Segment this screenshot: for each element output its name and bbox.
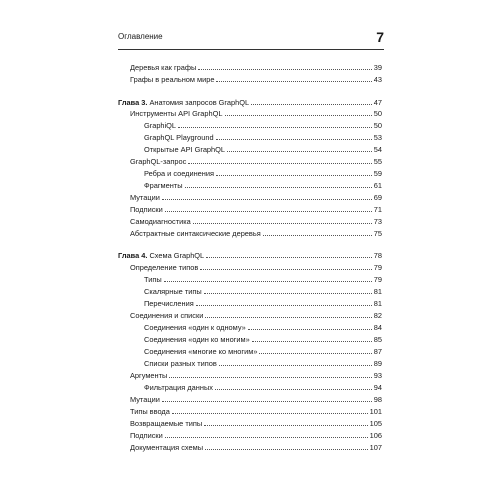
toc-page-number: 61 bbox=[373, 181, 382, 190]
toc-entry bbox=[130, 308, 382, 320]
toc-entry-title bbox=[130, 109, 223, 118]
dot-leader bbox=[205, 449, 368, 450]
toc-entry-title bbox=[130, 431, 163, 440]
toc-entry bbox=[144, 332, 382, 344]
toc-entry bbox=[130, 368, 382, 380]
toc-entry-title bbox=[130, 371, 167, 380]
toc-entry-text: Графы в реальном мире bbox=[130, 75, 215, 84]
toc-entry-text: Документация схемы bbox=[130, 443, 204, 452]
running-header-title: Оглавление bbox=[118, 32, 163, 41]
toc-entry-text: Соединения «один ко многим» bbox=[144, 335, 250, 344]
toc-entry bbox=[130, 190, 382, 202]
toc-entry-title bbox=[144, 121, 176, 130]
toc-entry-title bbox=[130, 311, 203, 320]
chapter-label: Глава 4. bbox=[118, 251, 148, 260]
dot-leader bbox=[216, 175, 372, 176]
toc-entry-title bbox=[130, 63, 196, 72]
toc-entry-title bbox=[144, 287, 202, 296]
toc-entry-title bbox=[130, 407, 170, 416]
toc-entry-text: Возвращаемые типы bbox=[130, 419, 203, 428]
toc-entry-text: Аргументы bbox=[130, 371, 168, 380]
toc-entry-title bbox=[144, 335, 250, 344]
toc-page-number: 59 bbox=[373, 169, 382, 178]
toc-entry bbox=[144, 142, 382, 154]
dot-leader bbox=[185, 187, 372, 188]
toc-page-number: 89 bbox=[373, 359, 382, 368]
dot-leader bbox=[227, 151, 372, 152]
toc-entry bbox=[130, 106, 382, 118]
toc-entry bbox=[130, 226, 382, 238]
dot-leader bbox=[216, 81, 371, 82]
toc-page-number: 81 bbox=[373, 299, 382, 308]
toc-page-number: 69 bbox=[373, 193, 382, 202]
toc-entry bbox=[130, 260, 382, 272]
toc-entry-text: Перечисления bbox=[144, 299, 194, 308]
toc-page-number: 71 bbox=[373, 205, 382, 214]
toc-entry-title bbox=[144, 275, 162, 284]
toc-entry-text: Подписки bbox=[130, 431, 163, 440]
dot-leader bbox=[164, 281, 372, 282]
toc-entry-text: Абстрактные синтаксические деревья bbox=[130, 229, 261, 238]
toc-entry-text: Типы bbox=[144, 275, 162, 284]
dot-leader bbox=[165, 437, 368, 438]
toc-page-number: 106 bbox=[369, 431, 382, 440]
toc-entry-title bbox=[130, 157, 186, 166]
toc-page-number: 43 bbox=[373, 75, 382, 84]
toc-entry bbox=[144, 130, 382, 142]
dot-leader bbox=[225, 115, 372, 116]
dot-leader bbox=[206, 257, 372, 258]
toc-entry-text: Фрагменты bbox=[144, 181, 183, 190]
toc-entry-text: Типы ввода bbox=[130, 407, 170, 416]
toc-entry bbox=[130, 416, 382, 428]
toc-entry-text: GraphQL Playground bbox=[144, 133, 214, 142]
toc-entry bbox=[130, 60, 382, 72]
toc-entry-text: Списки разных типов bbox=[144, 359, 217, 368]
toc-entry-title bbox=[130, 419, 202, 428]
toc-entry-text: Схема GraphQL bbox=[147, 251, 205, 260]
toc-entry-text: Подписки bbox=[130, 205, 163, 214]
toc-page-number: 98 bbox=[373, 395, 382, 404]
dot-leader bbox=[178, 127, 372, 128]
toc-entry bbox=[130, 428, 382, 440]
dot-leader bbox=[215, 389, 372, 390]
toc-page-number: 93 bbox=[373, 371, 382, 380]
page-number: 7 bbox=[376, 29, 384, 45]
toc-page-number: 105 bbox=[369, 419, 382, 428]
dot-leader bbox=[263, 235, 372, 236]
toc-entry bbox=[144, 284, 382, 296]
toc-entry bbox=[130, 154, 382, 166]
toc-page-number: 94 bbox=[373, 383, 382, 392]
dot-leader bbox=[165, 211, 372, 212]
toc-page-number: 47 bbox=[373, 98, 382, 107]
toc-entry-title bbox=[130, 443, 203, 452]
toc-entry-title bbox=[144, 169, 214, 178]
toc-entry-text: Скалярные типы bbox=[144, 287, 202, 296]
toc-entry-title bbox=[130, 217, 191, 226]
toc-entry-text: Фильтрация данных bbox=[144, 383, 213, 392]
toc-page-number: 78 bbox=[373, 251, 382, 260]
toc-entry bbox=[144, 118, 382, 130]
toc-entry-title bbox=[144, 323, 246, 332]
toc-page-number: 53 bbox=[373, 133, 382, 142]
dot-leader bbox=[172, 413, 368, 414]
toc-page-number: 85 bbox=[373, 335, 382, 344]
toc-page-number: 50 bbox=[373, 121, 382, 130]
toc-page-number: 73 bbox=[373, 217, 382, 226]
toc-entry-text: Анатомия запросов GraphQL bbox=[147, 98, 250, 107]
toc-entry-text: Деревья как графы bbox=[130, 63, 197, 72]
toc-page-number: 81 bbox=[373, 287, 382, 296]
toc-entry-title bbox=[144, 347, 257, 356]
toc-entry bbox=[130, 202, 382, 214]
dot-leader bbox=[216, 139, 372, 140]
toc-entry bbox=[144, 320, 382, 332]
toc-page-number: 79 bbox=[373, 263, 382, 272]
dot-leader bbox=[205, 317, 371, 318]
toc-entry-title bbox=[144, 133, 214, 142]
toc-entry bbox=[130, 392, 382, 404]
dot-leader bbox=[169, 377, 371, 378]
toc-page-number: 39 bbox=[373, 63, 382, 72]
toc-entry bbox=[144, 344, 382, 356]
toc-page-number: 50 bbox=[373, 109, 382, 118]
toc-entry bbox=[130, 214, 382, 226]
dot-leader bbox=[248, 329, 372, 330]
dot-leader bbox=[188, 163, 371, 164]
toc-entry-title bbox=[130, 395, 160, 404]
toc-entry-title bbox=[144, 299, 194, 308]
toc-entry-title bbox=[144, 181, 183, 190]
toc-page-number: 84 bbox=[373, 323, 382, 332]
toc-page-number: 82 bbox=[373, 311, 382, 320]
toc-entry-title bbox=[130, 229, 261, 238]
dot-leader bbox=[196, 305, 372, 306]
dot-leader bbox=[198, 69, 371, 70]
dot-leader bbox=[252, 341, 372, 342]
toc-page-number: 55 bbox=[373, 157, 382, 166]
chapter-label: Глава 3. bbox=[118, 98, 148, 107]
toc-page-number: 87 bbox=[373, 347, 382, 356]
toc-entry bbox=[144, 380, 382, 392]
toc-entry bbox=[130, 404, 382, 416]
dot-leader bbox=[162, 199, 372, 200]
dot-leader bbox=[200, 269, 371, 270]
toc-entry-title bbox=[144, 145, 225, 154]
toc-entry bbox=[144, 166, 382, 178]
toc-entry-title bbox=[118, 251, 204, 260]
toc-entry-title bbox=[130, 263, 198, 272]
toc-entry-text: Мутации bbox=[130, 193, 160, 202]
toc-entry-text: Соединения «многие ко многим» bbox=[144, 347, 258, 356]
toc-page-number: 101 bbox=[369, 407, 382, 416]
toc-entry-text: Мутации bbox=[130, 395, 160, 404]
toc-entry bbox=[144, 356, 382, 368]
toc-entry-text: GraphiQL bbox=[144, 121, 177, 130]
dot-leader bbox=[251, 104, 372, 105]
dot-leader bbox=[204, 293, 372, 294]
toc-entry-title bbox=[130, 193, 160, 202]
toc-entry-title bbox=[144, 359, 217, 368]
toc-page-number: 79 bbox=[373, 275, 382, 284]
toc-page-number: 75 bbox=[373, 229, 382, 238]
toc-entry-text: Определение типов bbox=[130, 263, 199, 272]
toc-entry-title bbox=[130, 205, 163, 214]
toc-entry bbox=[130, 440, 382, 452]
toc-entry-text: Инструменты API GraphQL bbox=[130, 109, 223, 118]
dot-leader bbox=[204, 425, 367, 426]
toc-entry-text: Самодиагностика bbox=[130, 217, 191, 226]
toc-entry-text: Соединения «один к одному» bbox=[144, 323, 246, 332]
dot-leader bbox=[259, 353, 371, 354]
toc-entry-text: GraphQL-запрос bbox=[130, 157, 187, 166]
toc-entry-text: Ребра и соединения bbox=[144, 169, 215, 178]
toc-entry-title bbox=[130, 75, 214, 84]
toc-entry bbox=[144, 272, 382, 284]
toc-page-number: 107 bbox=[369, 443, 382, 452]
dot-leader bbox=[219, 365, 372, 366]
dot-leader bbox=[162, 401, 372, 402]
toc-entry bbox=[144, 178, 382, 190]
toc-entry-title bbox=[144, 383, 213, 392]
dot-leader bbox=[193, 223, 372, 224]
toc-entry-text: Соединения и списки bbox=[130, 311, 204, 320]
toc-chapter-entry bbox=[118, 248, 382, 260]
toc-page-number: 54 bbox=[373, 145, 382, 154]
toc-entry-text: Открытые API GraphQL bbox=[144, 145, 226, 154]
toc-entry bbox=[130, 72, 382, 84]
toc-entry bbox=[144, 296, 382, 308]
